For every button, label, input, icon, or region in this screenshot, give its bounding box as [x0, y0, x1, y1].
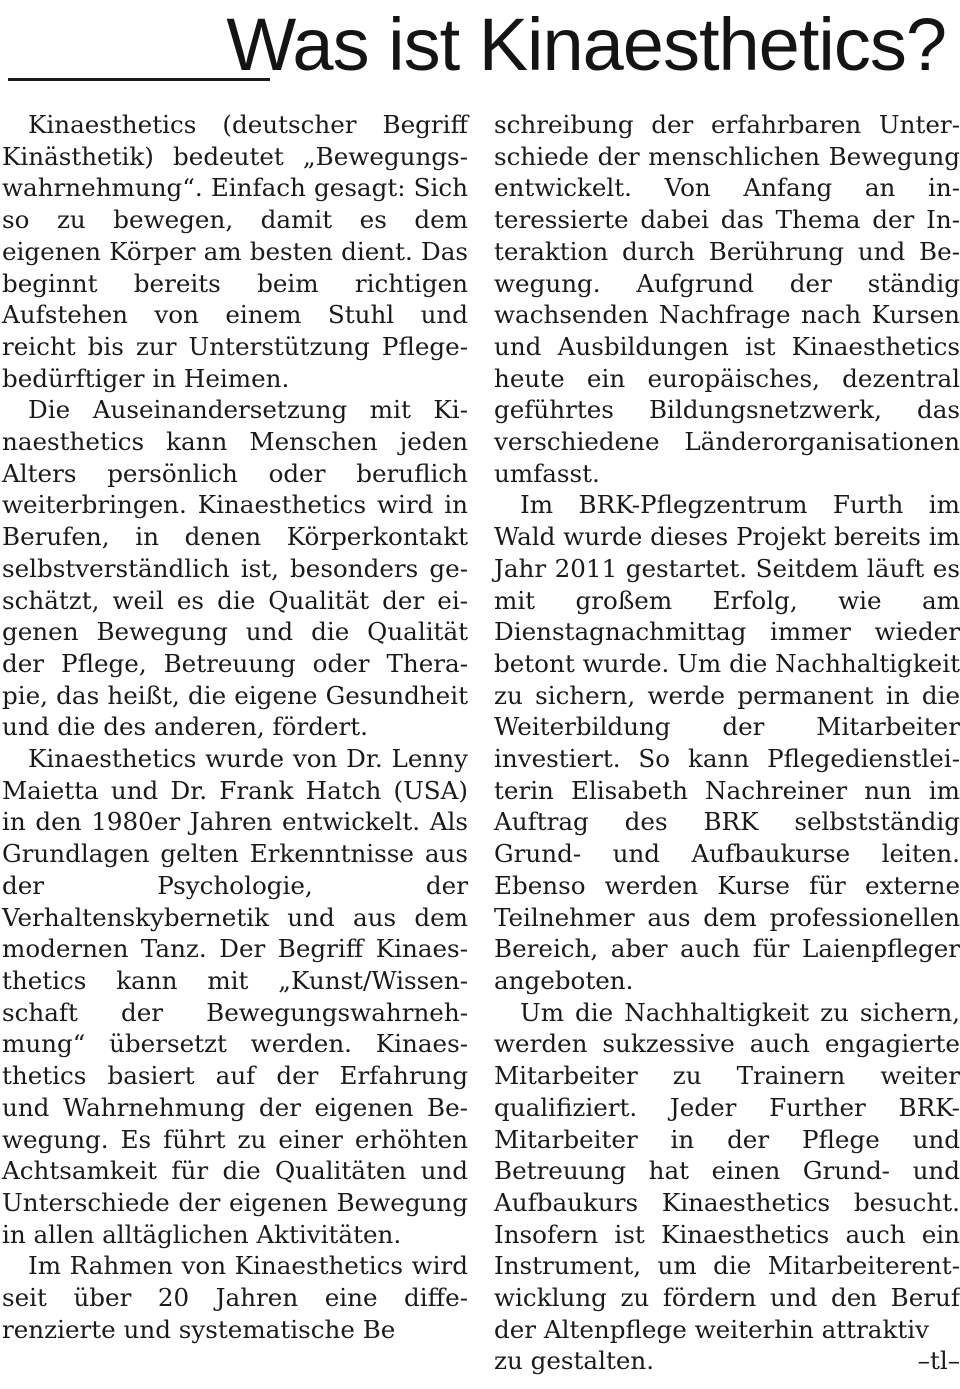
article-headline: Was ist Kinaesthetics?	[226, 3, 946, 86]
paragraph: Kinaesthetics (deutscher Begriff Kinästhetik) bedeutet „Bewegungswahrnehmung“. Einfach gesagt: Sich so zu bewegen, damit es dem eigenen Körper am besten dient. Das beginnt bereits beim richtigen Aufstehen von einem Stuhl und reicht bis zur Unterstützung Pflegebedürftiger in Heimen.	[2, 110, 468, 393]
paragraph: schreibung der erfahrbaren Unterschiede der menschlichen Bewegung entwickelt. Von Anfang an interessierte dabei das Thema der Interaktion durch Berührung und Bewegung. Aufgrund der ständig wachsenden Nachfrage nach Kursen und Ausbildungen ist Kinaesthetics heute ein europäisches, dezentral geführtes Bildungsnetzwerk, das verschiedene Länderorganisationen umfasst.	[494, 110, 960, 488]
article-column-left	[2, 109, 468, 1345]
paragraph: Die Auseinandersetzung mit Kinaesthetics kann Menschen jeden Alters persönlich oder beruflich weiterbringen. Kinaesthetics wird in Berufen, in denen Körperkontakt selbstverständlich ist, besonders geschätzt, weil es die Qualität der eigenen Bewegung und die Qualität der Pflege, Betreuung oder Therapie, das heißt, die eigene Gesundheit und die des anderen, fördert.	[2, 395, 468, 742]
article-column-right	[494, 109, 960, 1377]
closing-line	[494, 1345, 960, 1377]
paragraph: Um die Nachhaltigkeit zu sichern, werden sukzessive auch engagierte Mitarbeiter zu Trainern weiter qualifiziert. Jeder Further BRK-Mitarbeiter in der Pflege und Betreuung hat einen Grund- und Aufbaukurs Kinaesthetics besucht. Insofern ist Kinaesthetics auch ein Instrument, um die Mitarbeiterentwicklung zu fördern und den Beruf der Altenpflege weiterhin attraktiv	[494, 997, 960, 1344]
closing-text: zu gestalten.	[494, 1346, 655, 1376]
paragraph: Im Rahmen von Kinaesthetics wird seit über 20 Jahren eine differenzierte und systematische Be	[2, 1251, 468, 1344]
paragraph: Kinaesthetics wurde von Dr. Lenny Maietta und Dr. Frank Hatch (USA) in den 1980er Jahren entwickelt. Als Grundlagen gelten Erkenntnisse aus der Psychologie, der Verhaltenskybernetik und aus dem modernen Tanz. Der Begriff Kinaesthetics kann mit „Kunst/Wissenschaft der Bewegungswahrnehmung“ übersetzt werden. Kinaesthetics basiert auf der Erfahrung und Wahrnehmung der eigenen Bewegung. Es führt zu einer erhöhten Achtsamkeit für die Qualitäten und Unterschiede der eigenen Bewegung in allen alltäglichen Aktivitäten.	[2, 744, 468, 1249]
paragraph: Im BRK-Pflegzentrum Furth im Wald wurde dieses Projekt bereits im Jahr 2011 gestartet. Seitdem läuft es mit großem Erfolg, wie am Dienstagnachmittag immer wieder betont wurde. Um die Nachhaltigkeit zu sichern, werde permanent in die Weiterbildung der Mitarbeiter investiert. So kann Pflegedienstleiterin Elisabeth Nachreiner nun im Auftrag des BRK selbstständig Grund- und Aufbaukurse leiten. Ebenso werden Kurse für externe Teilnehmer aus dem professionellen Bereich, aber auch für Laienpfleger angeboten.	[494, 490, 960, 995]
headline-row	[0, 0, 960, 96]
author-signature: –tl–	[917, 1346, 960, 1376]
